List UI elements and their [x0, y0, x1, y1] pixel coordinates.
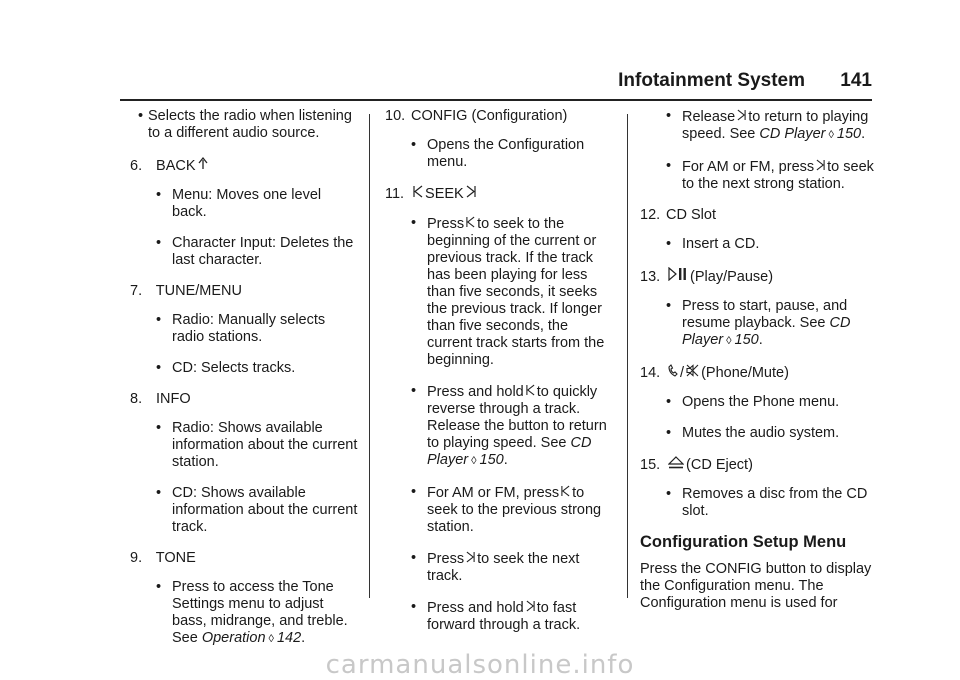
- bullet-text: Menu: Moves one level back.: [172, 187, 322, 220]
- column-1: [130, 108, 358, 662]
- bullet-text: to seek to the next strong station.: [682, 159, 874, 192]
- list-item: [658, 394, 876, 411]
- item-14: [640, 364, 876, 382]
- reference-page[interactable]: 142: [276, 630, 302, 646]
- bullet: •: [411, 484, 417, 500]
- list-item: [403, 599, 617, 634]
- item-6: [130, 156, 358, 175]
- bullet: •: [411, 215, 417, 231]
- reference-page[interactable]: 150: [734, 332, 759, 348]
- column-divider-1: [369, 114, 370, 598]
- bullet-text: For AM or FM, press: [682, 159, 815, 175]
- list-item: [658, 425, 876, 442]
- item-label: TUNE/MENU: [155, 283, 242, 299]
- item-number: 9.: [130, 550, 143, 566]
- bullet: •: [156, 187, 162, 203]
- item-12: [640, 207, 876, 224]
- bullet: •: [666, 298, 672, 314]
- bullet-text: Release: [682, 109, 736, 125]
- watermark: carmanualsonline.info: [325, 650, 635, 680]
- item-15: [640, 456, 876, 474]
- item-7: [130, 283, 358, 300]
- bullet: •: [411, 599, 417, 615]
- list-item: • Press to start, pause, and resume playback. See CD Player ◊ 150.: [666, 298, 851, 348]
- list-item: [658, 486, 876, 520]
- bullet-text: Press: [427, 551, 465, 567]
- item-number: 10.: [385, 108, 406, 124]
- item-label: (Phone/Mute): [701, 365, 789, 381]
- punctuation: .: [301, 630, 306, 646]
- page-header: [120, 70, 872, 98]
- bullet-text: Selects the radio when listening to a different audio source.: [148, 108, 352, 141]
- bullet-text: CD: Shows available information about the current track.: [172, 485, 358, 535]
- body-paragraph: Press the CONFIG button to display the Configuration menu. The Configuration menu is used for: [640, 561, 872, 611]
- list-item: [148, 235, 358, 269]
- item-11: [385, 185, 617, 203]
- list-item: [148, 420, 358, 471]
- item-number: 7.: [130, 283, 143, 299]
- seek-forward-icon: [466, 550, 475, 567]
- reference-page[interactable]: 150: [836, 126, 862, 142]
- seek-forward-icon: [466, 185, 476, 202]
- bullet-text: For AM or FM, press: [427, 485, 560, 501]
- seek-back-icon: [561, 484, 570, 501]
- bullet: •: [666, 425, 672, 441]
- item-label: CONFIG (Configuration): [411, 108, 568, 124]
- item-8: [130, 391, 358, 408]
- list-item: [148, 360, 358, 377]
- item-number: 13.: [640, 269, 661, 285]
- bullet: •: [156, 579, 162, 595]
- bullet: •: [666, 486, 672, 502]
- item-number: 14.: [640, 365, 661, 381]
- bullet-text: to seek to the beginning of the current or previous track. If the track has been playing for less than five seconds, it seeks the previous track. If longer than five seconds, the current track starts from the beginning.: [427, 216, 605, 368]
- seek-back-icon: [413, 185, 423, 202]
- list-item: • Press and hold to quickly reverse through a track. Release the button to return to playing speed. See CD Player ◊ 150.: [411, 383, 607, 468]
- list-item: [403, 484, 617, 536]
- bullet: •: [156, 420, 162, 436]
- bullet: •: [666, 108, 672, 124]
- bullet: •: [156, 485, 162, 501]
- cross-reference[interactable]: Operation: [201, 630, 266, 646]
- seek-back-icon: [466, 215, 475, 232]
- reference-arrow-icon: ◊: [471, 455, 477, 467]
- column-2: [385, 108, 617, 648]
- list-item: [658, 158, 876, 193]
- seek-forward-icon: [737, 108, 746, 125]
- bullet-text: Opens the Configuration menu.: [427, 137, 585, 170]
- list-item: [658, 236, 876, 253]
- bullet-text: to return to playing speed. See: [682, 109, 869, 142]
- item-label: TONE: [155, 550, 196, 566]
- bullet-text: Mutes the audio system.: [682, 425, 840, 441]
- item-label: SEEK: [425, 186, 464, 202]
- bullet: •: [411, 137, 417, 153]
- item-13: [640, 267, 876, 286]
- section-title: Infotainment System: [618, 70, 806, 91]
- bullet: •: [138, 108, 144, 124]
- item-number: 11.: [385, 186, 405, 202]
- list-item: [148, 485, 358, 536]
- separator: /: [680, 365, 685, 381]
- bullet-text: Insert a CD.: [682, 236, 760, 252]
- bullet-text: Removes a disc from the CD slot.: [682, 486, 868, 519]
- cross-reference[interactable]: CD Player: [682, 315, 851, 348]
- reference-arrow-icon: ◊: [726, 335, 732, 347]
- bullet-text: Press to start, pause, and resume playback. See: [682, 298, 848, 331]
- bullet: •: [411, 383, 417, 399]
- item-number: 8.: [130, 391, 143, 407]
- list-item: [148, 579, 358, 648]
- seek-forward-icon: [526, 599, 535, 616]
- item-number: 12.: [640, 207, 661, 223]
- bullet-text: CD: Selects tracks.: [172, 360, 296, 376]
- list-item: [403, 215, 617, 369]
- seek-back-icon: [526, 383, 535, 400]
- phone-icon: [668, 364, 678, 381]
- bullet-text: Radio: Shows available information about the current station.: [172, 420, 358, 470]
- bullet: •: [666, 394, 672, 410]
- cross-reference[interactable]: CD Player: [427, 435, 592, 468]
- bullet-text: to fast forward through a track.: [427, 600, 581, 633]
- bullet-text: Opens the Phone menu.: [682, 394, 840, 410]
- reference-arrow-icon: ◊: [268, 633, 274, 645]
- bullet-text: Press and hold: [427, 600, 524, 616]
- item-label: CD Slot: [666, 207, 716, 223]
- bullet-text: Press to access the Tone Settings menu to adjust bass, midrange, and treble. See: [172, 579, 348, 646]
- list-item: [130, 108, 358, 142]
- list-item: [403, 137, 617, 171]
- reference-arrow-icon: ◊: [828, 129, 834, 141]
- item-9: [130, 550, 358, 567]
- bullet: •: [666, 236, 672, 252]
- bullet-text: Press and hold: [427, 384, 524, 400]
- section-heading: Configuration Setup Menu: [640, 533, 847, 551]
- bullet-text: to seek the next track.: [427, 551, 580, 584]
- cross-reference[interactable]: CD Player: [759, 126, 826, 142]
- bullet: •: [156, 235, 162, 251]
- list-item: • Release to return to playing speed. See CD Player ◊ 150.: [666, 108, 869, 142]
- item-number: 6.: [130, 158, 143, 174]
- seek-forward-icon: [816, 158, 825, 175]
- header-rule: [120, 99, 872, 101]
- back-arrow-icon: [198, 156, 208, 174]
- item-10: [385, 108, 617, 125]
- play-pause-icon: [668, 267, 688, 285]
- bullet: •: [156, 360, 162, 376]
- column-divider-2: [627, 114, 628, 598]
- bullet-text: to seek to the previous strong station.: [427, 485, 602, 535]
- item-label: INFO: [156, 391, 191, 407]
- list-item: [403, 550, 617, 585]
- bullet: •: [156, 312, 162, 328]
- eject-icon: [668, 456, 684, 473]
- item-label: BACK: [156, 158, 196, 174]
- item-label: (Play/Pause): [690, 269, 774, 285]
- page-number: 141: [840, 70, 872, 91]
- list-item: [148, 312, 358, 346]
- bullet-text: Radio: Manually selects radio stations.: [172, 312, 326, 345]
- item-number: 15.: [640, 457, 661, 473]
- bullet-text: to quickly reverse through a track. Release the button to return to playing speed. See: [427, 384, 607, 451]
- bullet-text: Character Input: Deletes the last character.: [172, 235, 354, 268]
- list-item: [148, 187, 358, 221]
- bullet: •: [666, 158, 672, 174]
- column-3: [640, 108, 876, 612]
- bullet-text: Press: [427, 216, 465, 232]
- item-label: (CD Eject): [686, 457, 753, 473]
- mute-icon: [686, 364, 699, 381]
- bullet: •: [411, 550, 417, 566]
- reference-page[interactable]: 150: [479, 452, 504, 468]
